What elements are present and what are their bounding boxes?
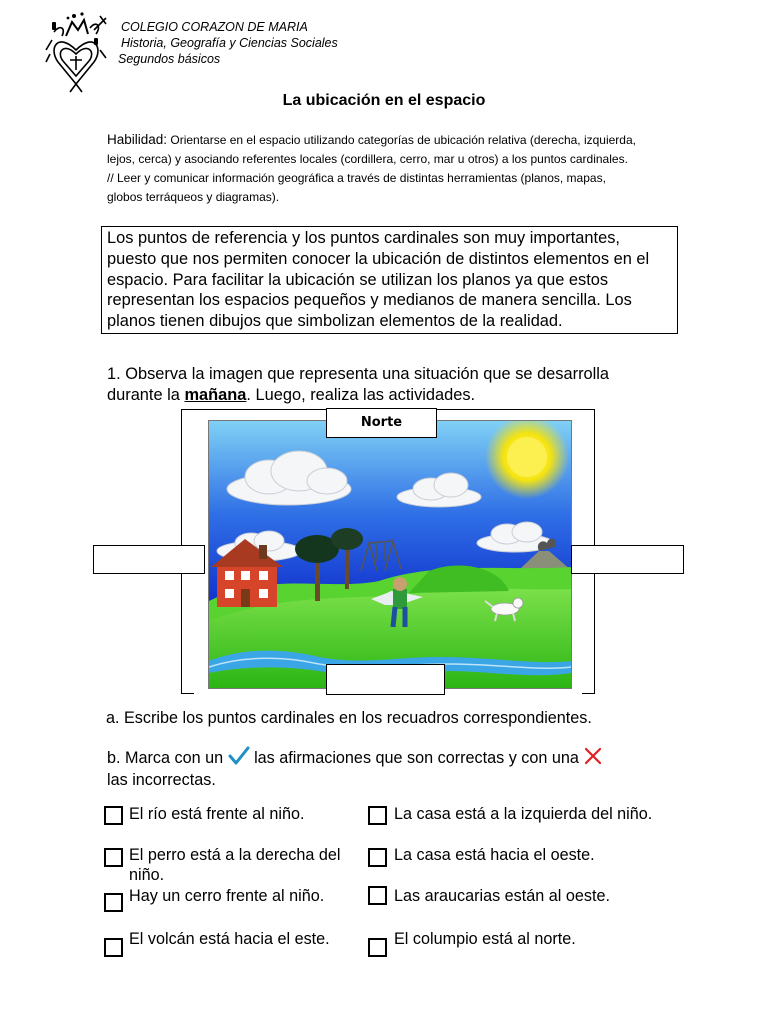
emphasis-word: mañana: [184, 386, 247, 404]
statement-checkbox[interactable]: [368, 886, 387, 905]
east-answer-box[interactable]: [571, 545, 684, 574]
statement-text: El río está frente al niño.: [129, 805, 305, 823]
statement-checkbox[interactable]: [368, 938, 387, 957]
skill-text: Orientarse en el espacio utilizando categorías de ubicación relativa (derecha, izquierda, lejos, cerca) y asociando referentes locales (cordillera, cerro, mar u otros) a los puntos cardinales. // Leer y comunicar información geográfica a través de distintas herramientas (planos, mapas, globos terráqueos y diagramas).: [107, 133, 636, 204]
subject-name: Historia, Geografía y Ciencias Sociales: [121, 36, 338, 50]
page-title: La ubicación en el espacio: [282, 92, 486, 109]
west-answer-box[interactable]: [93, 545, 205, 574]
statement-checkbox[interactable]: [104, 848, 123, 867]
school-name: COLEGIO CORAZON DE MARIA: [121, 20, 308, 34]
frame-left-bottom: [181, 573, 182, 694]
north-label-box: Norte: [326, 408, 437, 438]
statement-text: El volcán está hacia el este.: [129, 930, 330, 948]
statement-checkbox[interactable]: [104, 806, 123, 825]
statement-text: Las araucarias están al oeste.: [394, 887, 610, 905]
illustration-border: [208, 420, 572, 689]
activity-b: b. Marca con un las afirmaciones que son correctas y con una las incorrectas.: [107, 746, 667, 791]
activity-a: a. Escribe los puntos cardinales en los recuadros correspondientes.: [106, 709, 592, 727]
statement-text: La casa está hacia el oeste.: [394, 846, 595, 864]
frame-top-right: [437, 409, 595, 410]
frame-left-top: [181, 409, 182, 545]
frame-bottom-left: [181, 693, 194, 694]
grade-level: Segundos básicos: [118, 52, 221, 66]
cross-icon: [583, 746, 603, 766]
frame-right-bottom: [594, 573, 595, 694]
statement-checkbox[interactable]: [368, 848, 387, 867]
skill-label: Habilidad:: [107, 132, 168, 147]
frame-bottom-right: [582, 693, 595, 694]
statement-checkbox[interactable]: [104, 893, 123, 912]
frame-top-left: [181, 409, 326, 410]
south-answer-box[interactable]: [326, 664, 445, 695]
statement-text: La casa está a la izquierda del niño.: [394, 805, 653, 823]
skill-description: [107, 130, 637, 207]
statement-text: Hay un cerro frente al niño.: [129, 887, 325, 905]
info-box: Los puntos de referencia y los puntos cardinales son muy importantes, puesto que nos permiten conocer la ubicación de distintos elementos en el espacio. Para facilitar la ubicación se utilizan los planos ya que estos representan los espacios pequeños y medianos de manera sencilla. Los planos tienen dibujos que simbolizan elementos de la realidad.: [101, 226, 678, 334]
statement-text: El columpio está al norte.: [394, 930, 576, 948]
school-logo: [44, 10, 108, 94]
check-icon: [228, 746, 250, 766]
question-1: 1. Observa la imagen que representa una situación que se desarrolla durante la mañana. Luego, realiza las actividades.: [107, 365, 610, 404]
statement-text: El perro está a la derecha del niño.: [129, 846, 341, 884]
frame-right-top: [594, 409, 595, 545]
statement-checkbox[interactable]: [368, 806, 387, 825]
statement-checkbox[interactable]: [104, 938, 123, 957]
